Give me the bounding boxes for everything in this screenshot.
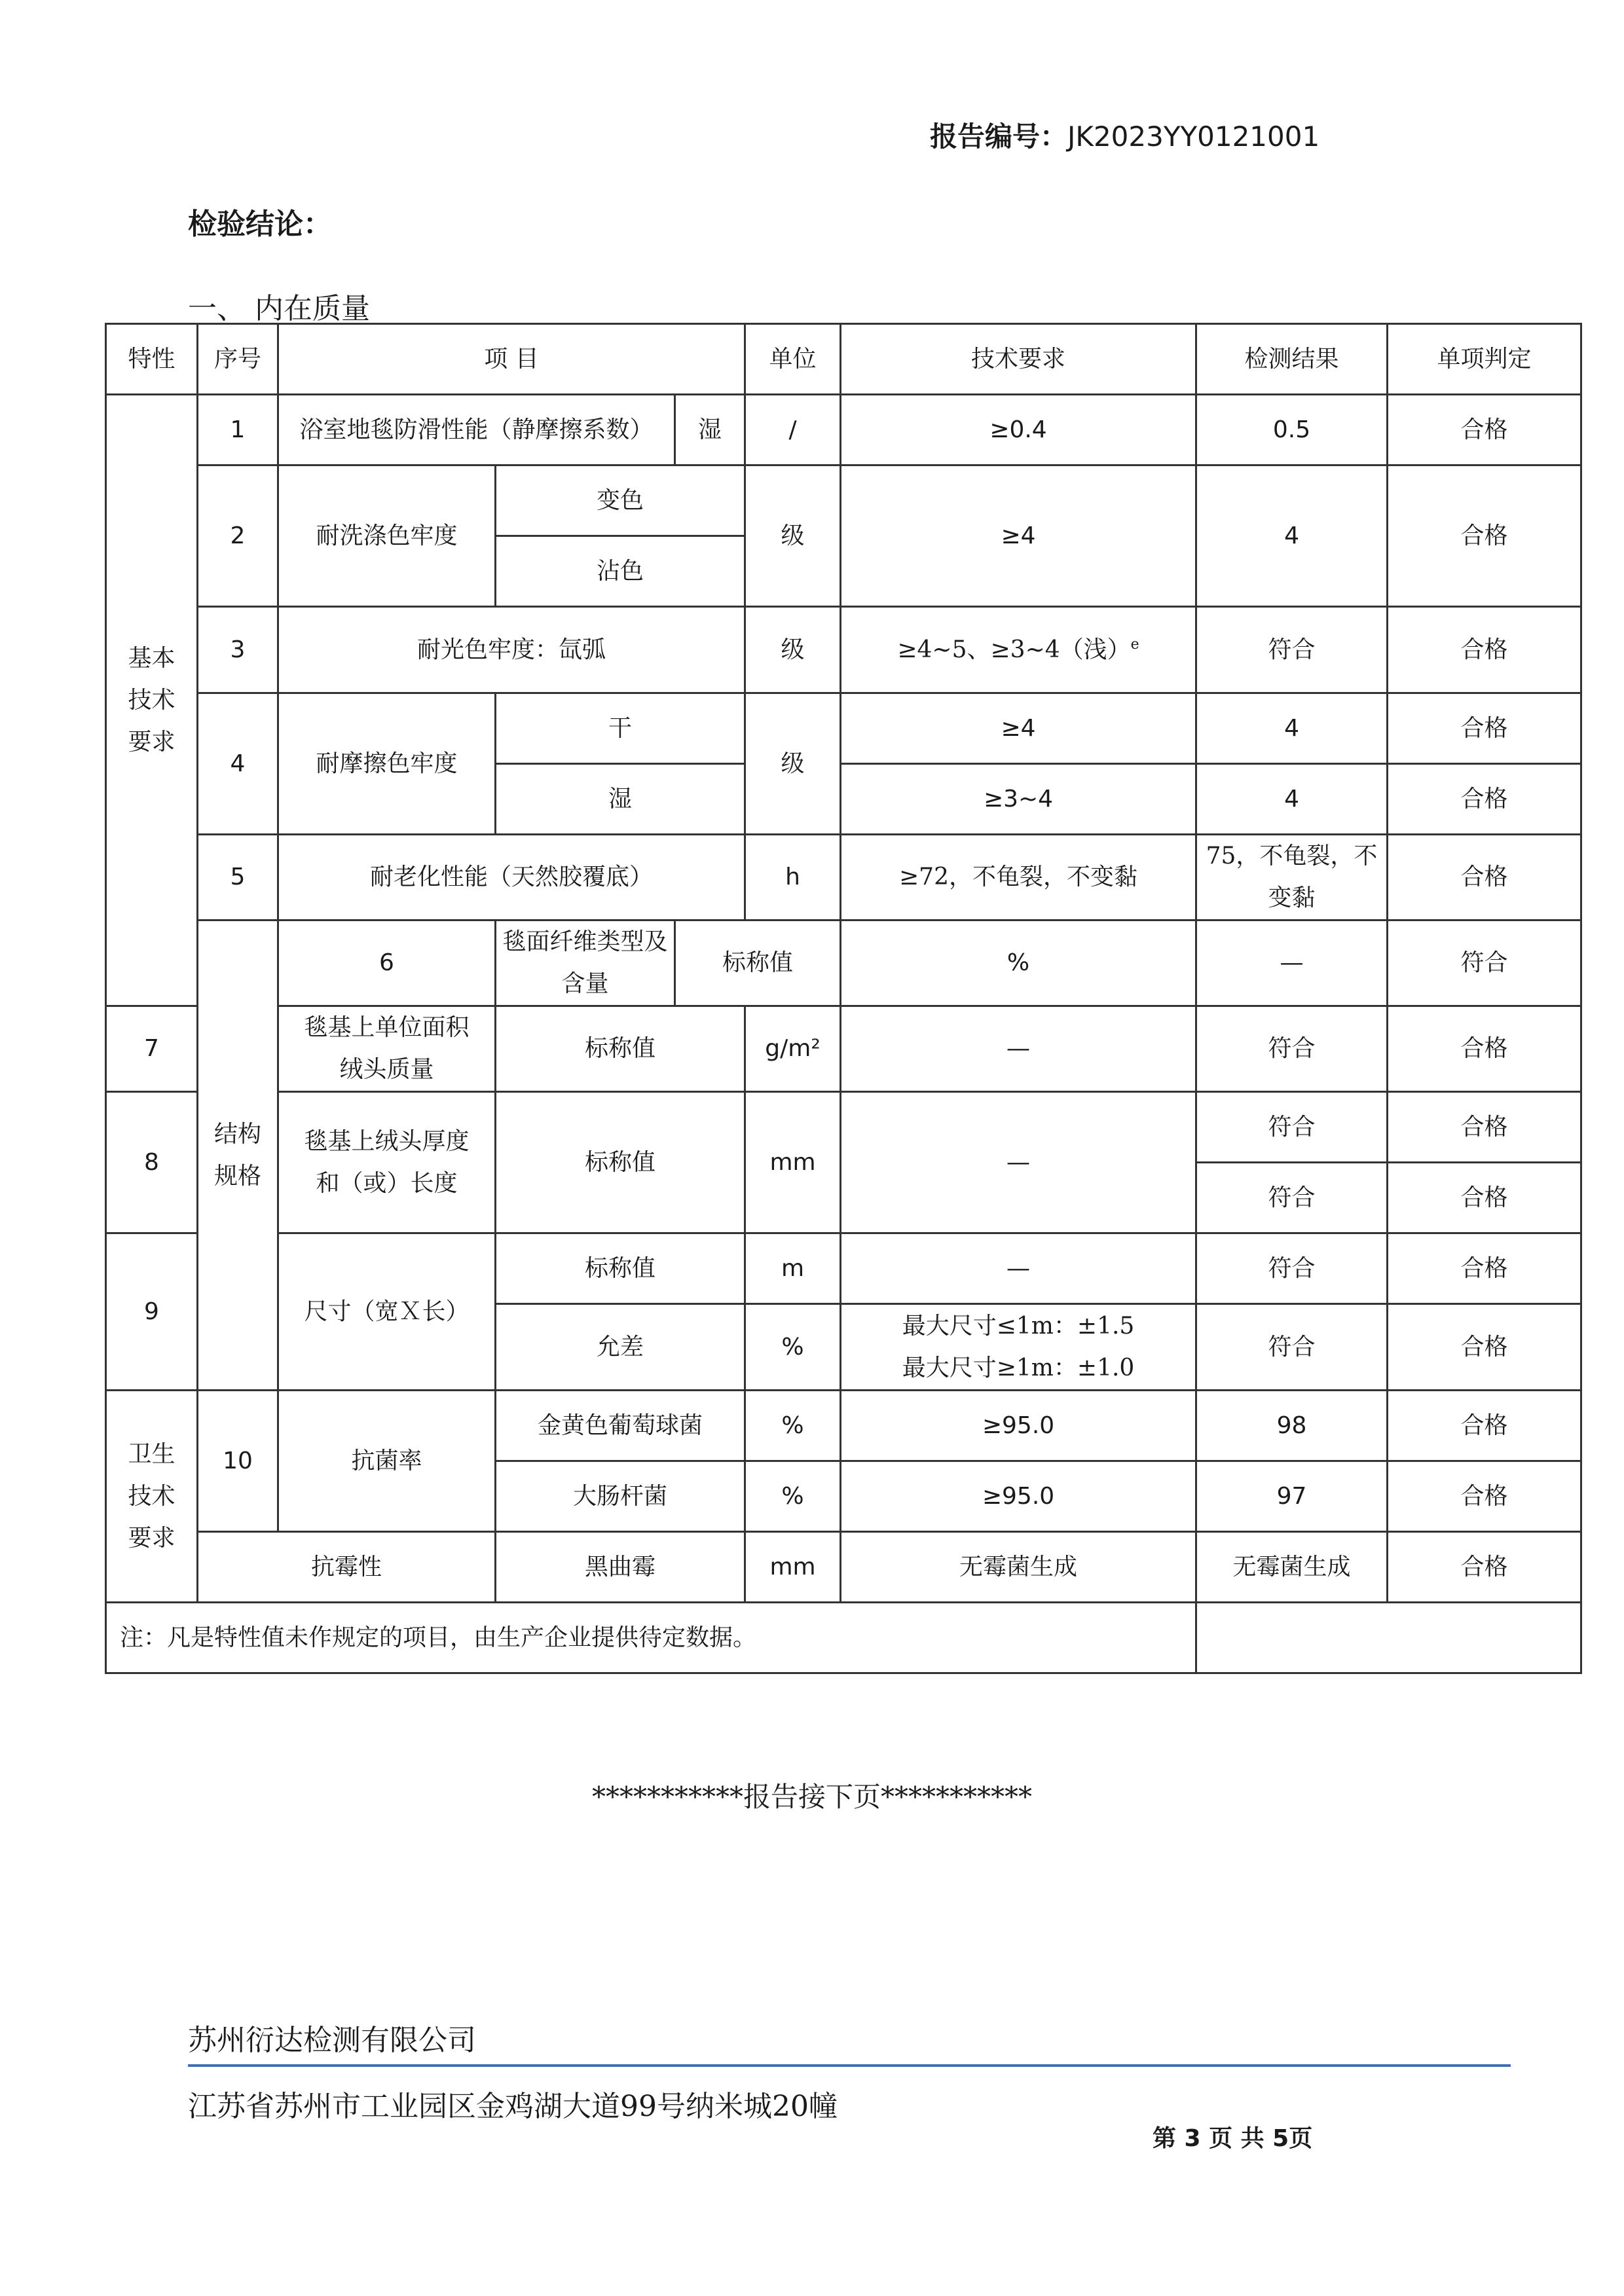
result-cell: 符合 <box>1388 920 1581 1006</box>
judgement-cell: 合格 <box>1388 1304 1581 1391</box>
sub-item-cell: 标称值 <box>496 1233 745 1304</box>
unit-cell: mm <box>745 1092 841 1233</box>
note-row <box>106 1603 1581 1673</box>
unit-cell: mm <box>745 1532 841 1603</box>
seq-cell: 6 <box>278 920 496 1006</box>
judgement-cell: 合格 <box>1388 1532 1581 1603</box>
item-cell: 尺寸（宽Ｘ长） <box>278 1233 496 1391</box>
seq-cell: 8 <box>106 1092 198 1233</box>
judgement-cell: 合格 <box>1388 607 1581 693</box>
header-row <box>106 324 1581 395</box>
group-hygiene: 卫生技术要求 <box>106 1391 198 1603</box>
sub-item-cell: 允差 <box>496 1304 745 1391</box>
table-row <box>106 1092 1581 1163</box>
result-cell: 符合 <box>1196 607 1388 693</box>
unit-cell: 级 <box>745 693 841 835</box>
judgement-cell: 合格 <box>1388 764 1581 835</box>
unit-cell: / <box>745 395 841 465</box>
sub-item-cell: 湿 <box>675 395 745 465</box>
result-cell: 4 <box>1196 465 1388 607</box>
judgement-cell: 合格 <box>1388 465 1581 607</box>
requirement-cell: 无霉菌生成 <box>841 1532 1196 1603</box>
item-cell: 耐老化性能（天然胶覆底） <box>278 835 745 920</box>
footer-divider <box>188 2064 1511 2067</box>
table-row <box>106 693 1581 764</box>
requirement-cell: ≥0.4 <box>841 395 1196 465</box>
header-seq: 序号 <box>198 324 278 395</box>
result-cell: 符合 <box>1196 1304 1388 1391</box>
company-address: 江苏省苏州市工业园区金鸡湖大道99号纳米城20幢 <box>188 2090 838 2123</box>
result-cell: 符合 <box>1196 1092 1388 1163</box>
requirement-cell: — <box>841 1006 1196 1092</box>
group-basic: 基本技术要求 <box>106 395 198 1006</box>
item-cell: 抗霉性 <box>198 1532 496 1603</box>
unit-cell: g/m² <box>745 1006 841 1092</box>
judgement-cell: 合格 <box>1388 1163 1581 1233</box>
sub-item-cell: 金黄色葡萄球菌 <box>496 1391 745 1461</box>
item-cell: 毯面纤维类型及 含量 <box>496 920 675 1006</box>
unit-cell: 级 <box>745 607 841 693</box>
item-cell: 耐洗涤色牢度 <box>278 465 496 607</box>
result-cell: 75，不龟裂，不 变黏 <box>1196 835 1388 920</box>
item-cell: 毯基上绒头厚度 和（或）长度 <box>278 1092 496 1233</box>
group-structure: 结构规格 <box>198 920 278 1391</box>
judgement-cell: 合格 <box>1388 1233 1581 1304</box>
sub-item-cell: 干 <box>496 693 745 764</box>
result-cell: 0.5 <box>1196 395 1388 465</box>
item-cell: 浴室地毯防滑性能（静摩擦系数） <box>278 395 675 465</box>
sub-item-cell: 标称值 <box>496 1006 745 1092</box>
table-row <box>106 465 1581 536</box>
unit-cell: h <box>745 835 841 920</box>
result-cell: 无霉菌生成 <box>1196 1532 1388 1603</box>
requirement-cell: ≥4 <box>841 465 1196 607</box>
seq-cell: 4 <box>198 693 278 835</box>
seq-cell: 1 <box>198 395 278 465</box>
note-text: 注：凡是特性值未作规定的项目，由生产企业提供待定数据。 <box>106 1603 1196 1673</box>
sub-item-cell: 标称值 <box>496 1092 745 1233</box>
header-requirement: 技术要求 <box>841 324 1196 395</box>
result-cell: 4 <box>1196 764 1388 835</box>
item-cell: 抗菌率 <box>278 1391 496 1532</box>
company-name: 苏州衍达检测有限公司 <box>188 2024 476 2057</box>
result-cell: 97 <box>1196 1461 1388 1532</box>
table-row <box>106 1006 1581 1092</box>
page-number: 第 3 页 共 5页 <box>1153 2125 1313 2152</box>
table-row <box>106 1532 1581 1603</box>
note-empty-cell <box>1196 1603 1581 1673</box>
unit-cell: m <box>745 1233 841 1304</box>
requirement-cell: ≥4~5、≥3~4（浅）$^e$ <box>841 607 1196 693</box>
requirement-cell: — <box>841 1092 1196 1233</box>
sub-item-cell: 沾色 <box>496 536 745 607</box>
sub-item-cell: 标称值 <box>675 920 841 1006</box>
requirement-cell: — <box>1196 920 1388 1006</box>
seq-cell: 7 <box>106 1006 198 1092</box>
result-cell: 符合 <box>1196 1006 1388 1092</box>
judgement-cell: 合格 <box>1388 835 1581 920</box>
item-cell: 耐摩擦色牢度 <box>278 693 496 835</box>
header-judgement: 单项判定 <box>1388 324 1581 395</box>
unit-cell: % <box>745 1304 841 1391</box>
header-item: 项 目 <box>278 324 745 395</box>
sub-item-cell: 黑曲霉 <box>496 1532 745 1603</box>
unit-cell: % <box>745 1461 841 1532</box>
judgement-cell: 合格 <box>1388 1006 1581 1092</box>
seq-cell: 9 <box>106 1233 198 1391</box>
table-row <box>106 395 1581 465</box>
result-cell: 符合 <box>1196 1233 1388 1304</box>
unit-cell: % <box>745 1391 841 1461</box>
continue-notice: ***********报告接下页*********** <box>591 1781 1032 1813</box>
header-result: 检测结果 <box>1196 324 1388 395</box>
seq-cell: 10 <box>198 1391 278 1532</box>
table-row <box>106 607 1581 693</box>
judgement-cell: 合格 <box>1388 395 1581 465</box>
seq-cell: 5 <box>198 835 278 920</box>
requirement-cell: ≥95.0 <box>841 1461 1196 1532</box>
result-cell: 4 <box>1196 693 1388 764</box>
requirement-cell: ≥3~4 <box>841 764 1196 835</box>
judgement-cell: 合格 <box>1388 1391 1581 1461</box>
item-cell: 耐光色牢度：氙弧 <box>278 607 745 693</box>
report-number: 报告编号：JK2023YY0121001 <box>930 120 1320 153</box>
judgement-cell: 合格 <box>1388 1092 1581 1163</box>
result-cell: 98 <box>1196 1391 1388 1461</box>
section-title: 一、 内在质量 <box>188 292 370 325</box>
result-cell: 符合 <box>1196 1163 1388 1233</box>
table-row <box>106 1391 1581 1461</box>
sub-item-cell: 湿 <box>496 764 745 835</box>
table-row <box>106 835 1581 920</box>
table-row <box>106 1233 1581 1304</box>
requirement-cell: ≥95.0 <box>841 1391 1196 1461</box>
judgement-cell: 合格 <box>1388 1461 1581 1532</box>
quality-table <box>105 323 1582 1674</box>
requirement-cell: ≥4 <box>841 693 1196 764</box>
judgement-cell: 合格 <box>1388 693 1581 764</box>
header-trait: 特性 <box>106 324 198 395</box>
seq-cell: 3 <box>198 607 278 693</box>
table-row <box>106 920 1581 1006</box>
unit-cell: % <box>841 920 1196 1006</box>
header-unit: 单位 <box>745 324 841 395</box>
unit-cell: 级 <box>745 465 841 607</box>
conclusion-title: 检验结论： <box>188 208 332 241</box>
sub-item-cell: 变色 <box>496 465 745 536</box>
requirement-cell: — <box>841 1233 1196 1304</box>
seq-cell: 2 <box>198 465 278 607</box>
requirement-cell: ≥72，不龟裂，不变黏 <box>841 835 1196 920</box>
requirement-cell: 最大尺寸≤1m：±1.5 最大尺寸≥1m：±1.0 <box>841 1304 1196 1391</box>
sub-item-cell: 大肠杆菌 <box>496 1461 745 1532</box>
item-cell: 毯基上单位面积 绒头质量 <box>278 1006 496 1092</box>
